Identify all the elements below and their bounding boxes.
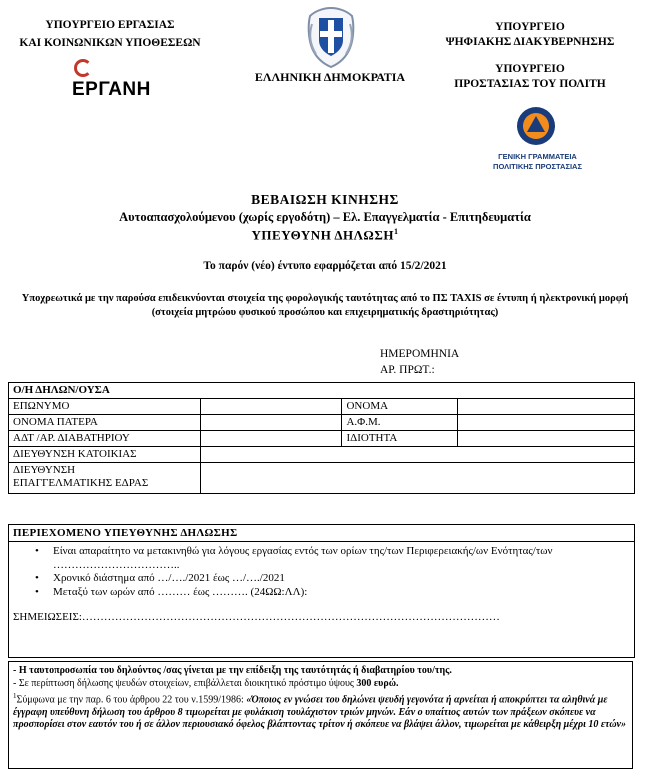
- ergani-logo: [74, 57, 164, 101]
- declarant-table: [8, 382, 635, 494]
- date-label: ΗΜΕΡΟΜΗΝΙΑ: [380, 348, 460, 360]
- business-address-label: [9, 463, 201, 494]
- afm-field[interactable]: [458, 415, 635, 431]
- digital-ministry-line-2: ΨΗΦΙΑΚΗΣ ΔΙΑΚΥΒΕΡΝΗΣΗΣ: [445, 36, 615, 48]
- business-address-label-line-1: ΔΙΕΥΘΥΝΣΗ: [13, 464, 76, 476]
- citizen-ministry-line-1: ΥΠΟΥΡΓΕΙΟ: [495, 63, 565, 75]
- business-address-field[interactable]: [200, 463, 634, 494]
- declaration-content-box: [8, 524, 635, 658]
- civil-protection-line-2: ΠΟΛΙΤΙΚΗΣ ΠΡΟΣΤΑΣΙΑΣ: [493, 162, 582, 171]
- home-address-label: ΔΙΕΥΘΥΝΣΗ ΚΑΤΟΙΚΙΑΣ: [9, 447, 201, 463]
- table-row: [9, 383, 635, 399]
- list-item[interactable]: • Χρονικό διάστημα από …/…./2021 έως …/…./2021: [53, 572, 634, 586]
- digital-ministry-line-1: ΥΠΟΥΡΓΕΙΟ: [495, 21, 565, 33]
- afm-label: Α.Φ.Μ.: [342, 415, 458, 431]
- name-field[interactable]: [458, 399, 635, 415]
- civil-protection-line-1: ΓΕΝΙΚΗ ΓΡΑΜΜΑΤΕΙΑ: [498, 152, 577, 161]
- left-ministry-line-1: ΥΠΟΥΡΓΕΙΟ ΕΡΓΑΣΙΑΣ: [45, 19, 175, 31]
- legal-footnote-intro: Σύμφωνα με την παρ. 6 του άρθρου 22 του ν.1599/1986:: [16, 694, 247, 706]
- effective-date-notice: Το παρόν (νέο) έντυπο εφαρμόζεται από 15/2/2021: [203, 260, 447, 272]
- declaration-content-list: [9, 545, 634, 599]
- civil-protection-logo-icon: [516, 106, 556, 146]
- table-row: [9, 447, 635, 463]
- right-ministries-header: [420, 20, 640, 92]
- notes-field[interactable]: ΣΗΜΕΙΩΣΕΙΣ:……………………………………………………………………………………………………: [13, 611, 500, 623]
- list-item[interactable]: • Μεταξύ των ωρών από ……… έως ………. (24ΩΩ:ΛΛ):: [53, 586, 634, 600]
- greek-coat-of-arms-icon: [302, 4, 360, 70]
- declaration-content-header: ΠΕΡΙΕΧΟΜΕΝΟ ΥΠΕΥΘΥΝΗΣ ΔΗΛΩΣΗΣ: [9, 525, 634, 542]
- surname-label: ΕΠΩΝΥΜΟ: [9, 399, 201, 415]
- left-ministry-line-2: ΚΑΙ ΚΟΙΝΩΝΙΚΩΝ ΥΠΟΘΕΣΕΩΝ: [19, 37, 201, 49]
- id-number-label: ΑΔΤ /ΑΡ. ΔΙΑΒΑΤΗΡΙΟΥ: [9, 431, 201, 447]
- table-row: [9, 431, 635, 447]
- legal-notes-box: [8, 661, 633, 769]
- father-name-field[interactable]: [200, 415, 342, 431]
- footnote-marker: 1: [13, 692, 17, 700]
- capacity-label: ΙΔΙΟΤΗΤΑ: [342, 431, 458, 447]
- hellenic-republic-title: ΕΛΛΗΝΙΚΗ ΔΗΜΟΚΡΑΤΙΑ: [254, 70, 406, 84]
- list-item[interactable]: • Είναι απαραίτητο να μετακινηθώ για λόγους εργασίας εντός των ορίων της/των Περιφερειακής/ων Ενότητας/των ……………………………..: [53, 545, 634, 572]
- protocol-label: ΑΡ. ΠΡΩΤ.:: [380, 364, 435, 376]
- table-row: [9, 415, 635, 431]
- legal-footnote-quote: «Όποιος εν γνώσει του δηλώνει ψευδή γεγονότα ή αρνείται ή αποκρύπτει τα αληθινά με έγγραφη υπεύθυνη δήλωση του άρθρου 8 τιμωρείται με φυλάκιση τουλάχιστον τριών μηνών. Εάν ο υπαίτιος αυτών των πράξεων σκόπευε να προσπορίσει στον εαυτόν του ή σε άλλον περιουσιακό όφελος βλάπτοντας τρίτον ή σκόπευε να βλάψει άλλον, τιμωρείται με κάθειρξη μέχρι 10 ετών»: [13, 694, 626, 731]
- fine-amount: 300 ευρώ.: [356, 677, 399, 689]
- surname-field[interactable]: [200, 399, 342, 415]
- fine-note-text: - Σε περίπτωση δήλωσης ψευδών στοιχείων, επιβάλλεται διοικητικό πρόστιμο ύψους: [13, 677, 357, 689]
- business-address-label-line-2: ΕΠΑΓΓΕΛΜΑΤΙΚΗΣ ΕΔΡΑΣ: [13, 477, 149, 489]
- capacity-field[interactable]: [458, 431, 635, 447]
- legal-footnote: [13, 690, 628, 732]
- declarant-header: Ο/Η ΔΗΛΩΝ/ΟΥΣΑ: [9, 383, 635, 399]
- id-number-field[interactable]: [200, 431, 342, 447]
- declaration-title: [0, 227, 650, 243]
- civil-protection-text: [480, 152, 595, 172]
- citizen-ministry-line-2: ΠΡΟΣΤΑΣΙΑΣ ΤΟΥ ΠΟΛΙΤΗ: [454, 78, 606, 90]
- ergani-e-icon: [74, 59, 92, 77]
- name-label: ΟΝΟΜΑ: [342, 399, 458, 415]
- left-ministry-header: [10, 16, 210, 52]
- father-name-label: ΟΝΟΜΑ ΠΑΤΕΡΑ: [9, 415, 201, 431]
- declaration-footnote-marker: 1: [393, 227, 399, 236]
- table-row: [9, 463, 635, 494]
- identity-note: - Η ταυτοπροσωπία του δηλούντος /σας γίνεται με την επίδειξη της ταυτότητάς ή διαβατηρίου του/της.: [13, 665, 452, 676]
- home-address-field[interactable]: [200, 447, 634, 463]
- table-row: [9, 399, 635, 415]
- fine-note: [13, 678, 628, 691]
- document-title: ΒΕΒΑΙΩΣΗ ΚΙΝΗΣΗΣ: [251, 192, 399, 207]
- taxis-instruction: Υποχρεωτικά με την παρούσα επιδεικνύονται στοιχεία της φορολογικής ταυτότητας από το ΠΣ TAXIS σε έντυπη ή ηλεκτρονική μορφή (στοιχεία μητρώου φυσικού προσώπου και επιχειρηματικής δραστηριότητας): [21, 293, 629, 318]
- ergani-logo-text: ΕΡΓΑΝΗ: [72, 79, 151, 100]
- declaration-title-text: ΥΠΕΥΘΥΝΗ ΔΗΛΩΣΗ: [251, 227, 394, 243]
- document-subtitle: Αυτοαπασχολούμενου (χωρίς εργοδότη) – Ελ. Επαγγελματία - Επιτηδευματία: [119, 210, 531, 224]
- date-block: [380, 346, 459, 378]
